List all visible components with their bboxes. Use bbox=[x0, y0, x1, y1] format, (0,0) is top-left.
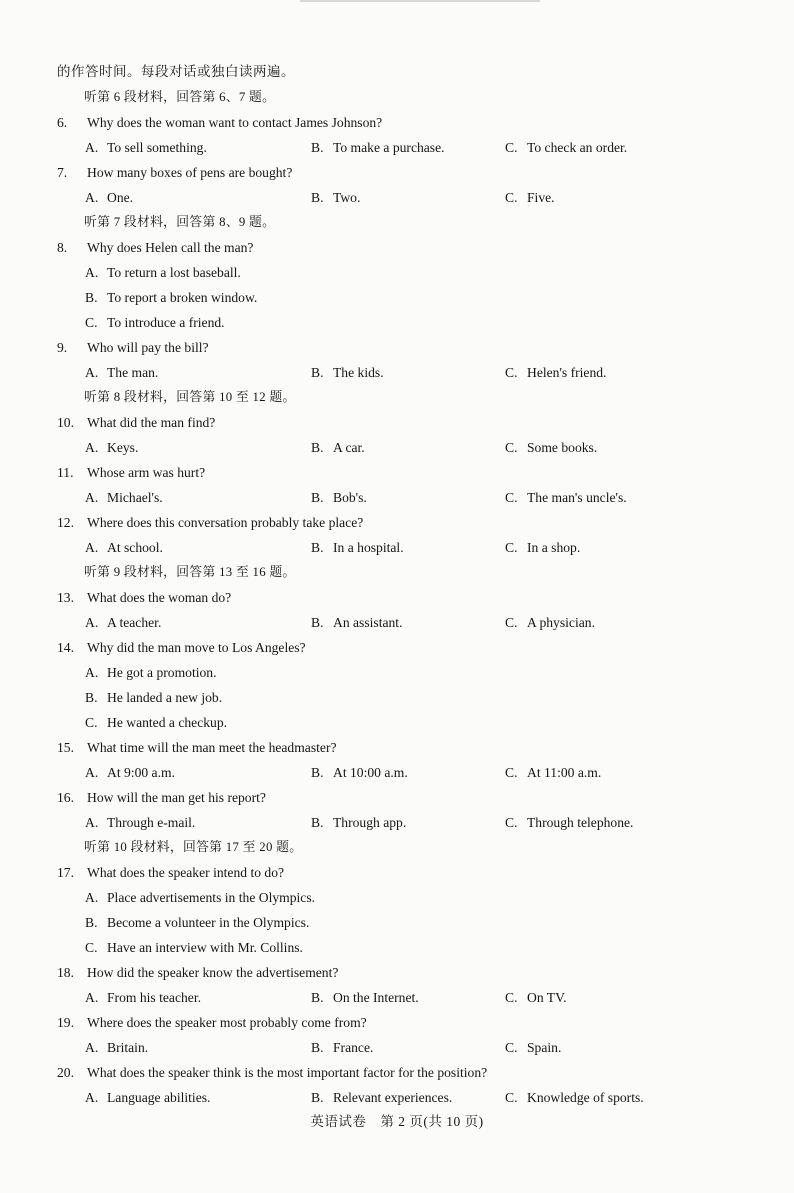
option-c bbox=[505, 360, 606, 385]
option-letter: C. bbox=[505, 1090, 518, 1105]
option-text: Have an interview with Mr. Collins. bbox=[107, 940, 303, 955]
option-text: Helen's friend. bbox=[527, 365, 607, 380]
option-text: In a shop. bbox=[527, 540, 581, 555]
option-b bbox=[311, 985, 419, 1010]
question-19 bbox=[57, 1010, 697, 1035]
question-number: 6. bbox=[57, 115, 68, 130]
option-a bbox=[57, 660, 697, 685]
question-number: 17. bbox=[57, 865, 74, 880]
section-instruction: 听第 7 段材料，回答第 8、9 题。 bbox=[84, 215, 276, 229]
option-letter: A. bbox=[85, 890, 99, 905]
option-text: To report a broken window. bbox=[107, 290, 258, 305]
question-text: Why does Helen call the man? bbox=[87, 240, 254, 255]
question-16 bbox=[57, 785, 697, 810]
option-a bbox=[57, 260, 697, 285]
option-text: On TV. bbox=[527, 990, 567, 1005]
option-letter: A. bbox=[85, 990, 99, 1005]
option-a bbox=[57, 885, 697, 910]
options-row bbox=[57, 1035, 697, 1060]
option-text: In a hospital. bbox=[333, 540, 404, 555]
option-b bbox=[311, 1085, 452, 1110]
option-letter: B. bbox=[311, 990, 324, 1005]
option-text: Keys. bbox=[107, 440, 139, 455]
option-text: Through e-mail. bbox=[107, 815, 196, 830]
option-text: At 11:00 a.m. bbox=[527, 765, 602, 780]
option-c bbox=[505, 135, 627, 160]
option-letter: B. bbox=[311, 490, 324, 505]
option-letter: C. bbox=[505, 365, 518, 380]
option-letter: B. bbox=[311, 1090, 324, 1105]
option-text: Some books. bbox=[527, 440, 598, 455]
question-6 bbox=[57, 110, 697, 135]
option-text: A teacher. bbox=[107, 615, 162, 630]
option-letter: C. bbox=[505, 140, 518, 155]
question-number: 12. bbox=[57, 515, 74, 530]
options-row bbox=[57, 435, 697, 460]
option-letter: B. bbox=[311, 140, 324, 155]
question-text: What did the man find? bbox=[87, 415, 216, 430]
option-letter: A. bbox=[85, 140, 99, 155]
question-text: What time will the man meet the headmaster? bbox=[87, 740, 337, 755]
options-row bbox=[57, 810, 697, 835]
options-row bbox=[57, 485, 697, 510]
question-number: 10. bbox=[57, 415, 74, 430]
option-text: Language abilities. bbox=[107, 1090, 211, 1105]
page-footer: 英语试卷 第 2 页(共 10 页) bbox=[310, 1114, 484, 1129]
option-text: One. bbox=[107, 190, 134, 205]
question-10 bbox=[57, 410, 697, 435]
option-a bbox=[85, 435, 138, 460]
question-8 bbox=[57, 235, 697, 260]
section-instruction: 听第 8 段材料，回答第 10 至 12 题。 bbox=[84, 390, 296, 404]
question-15 bbox=[57, 735, 697, 760]
option-text: To make a purchase. bbox=[333, 140, 445, 155]
option-letter: C. bbox=[505, 615, 518, 630]
option-a bbox=[85, 985, 201, 1010]
option-letter: C. bbox=[505, 440, 518, 455]
question-20 bbox=[57, 1060, 697, 1085]
question-number: 19. bbox=[57, 1015, 74, 1030]
option-letter: B. bbox=[311, 540, 324, 555]
option-letter: A. bbox=[85, 540, 99, 555]
question-text: What does the woman do? bbox=[87, 590, 232, 605]
question-list bbox=[57, 85, 697, 1110]
option-letter: A. bbox=[85, 440, 99, 455]
option-b bbox=[311, 485, 367, 510]
option-text: To check an order. bbox=[527, 140, 628, 155]
option-letter: A. bbox=[85, 190, 99, 205]
option-c bbox=[57, 710, 697, 735]
option-a bbox=[85, 610, 161, 635]
question-text: Where does this conversation probably take place? bbox=[87, 515, 364, 530]
option-a bbox=[85, 535, 163, 560]
option-b bbox=[311, 360, 384, 385]
option-letter: B. bbox=[311, 190, 324, 205]
options-row bbox=[57, 610, 697, 635]
option-c bbox=[505, 535, 580, 560]
option-letter: C. bbox=[85, 715, 98, 730]
option-b bbox=[57, 285, 697, 310]
option-text: Place advertisements in the Olympics. bbox=[107, 890, 316, 905]
option-b bbox=[311, 435, 365, 460]
question-11 bbox=[57, 460, 697, 485]
option-letter: C. bbox=[505, 540, 518, 555]
option-c bbox=[505, 185, 555, 210]
option-letter: A. bbox=[85, 615, 99, 630]
scan-edge-mark bbox=[300, 0, 540, 2]
option-c bbox=[505, 435, 597, 460]
option-b bbox=[311, 185, 360, 210]
option-text: To sell something. bbox=[107, 140, 207, 155]
options-row bbox=[57, 135, 697, 160]
option-text: Britain. bbox=[107, 1040, 149, 1055]
question-number: 9. bbox=[57, 340, 68, 355]
option-text: Two. bbox=[333, 190, 361, 205]
question-18 bbox=[57, 960, 697, 985]
option-c bbox=[505, 1035, 561, 1060]
option-text: An assistant. bbox=[333, 615, 403, 630]
option-letter: A. bbox=[85, 365, 99, 380]
option-letter: A. bbox=[85, 665, 99, 680]
options-row bbox=[57, 360, 697, 385]
question-text: How did the speaker know the advertisement? bbox=[87, 965, 339, 980]
options-row bbox=[57, 1085, 697, 1110]
options-row bbox=[57, 535, 697, 560]
option-text: The man's uncle's. bbox=[527, 490, 627, 505]
question-number: 13. bbox=[57, 590, 74, 605]
option-letter: A. bbox=[85, 265, 99, 280]
option-c bbox=[57, 935, 697, 960]
option-b bbox=[311, 135, 445, 160]
question-text: How many boxes of pens are bought? bbox=[87, 165, 293, 180]
question-13 bbox=[57, 585, 697, 610]
question-12 bbox=[57, 510, 697, 535]
option-text: The man. bbox=[107, 365, 159, 380]
option-a bbox=[85, 1085, 210, 1110]
option-letter: B. bbox=[311, 765, 324, 780]
options-row bbox=[57, 185, 697, 210]
option-letter: B. bbox=[85, 915, 98, 930]
option-a bbox=[85, 760, 175, 785]
options-row bbox=[57, 985, 697, 1010]
option-text: He wanted a checkup. bbox=[107, 715, 228, 730]
option-letter: A. bbox=[85, 1090, 99, 1105]
option-text: Through telephone. bbox=[527, 815, 634, 830]
question-number: 16. bbox=[57, 790, 74, 805]
option-c bbox=[505, 810, 633, 835]
question-number: 18. bbox=[57, 965, 74, 980]
option-text: A car. bbox=[333, 440, 365, 455]
option-text: From his teacher. bbox=[107, 990, 202, 1005]
option-text: Become a volunteer in the Olympics. bbox=[107, 915, 310, 930]
option-text: To return a lost baseball. bbox=[107, 265, 241, 280]
option-b bbox=[57, 910, 697, 935]
option-letter: A. bbox=[85, 490, 99, 505]
option-letter: C. bbox=[505, 990, 518, 1005]
question-number: 8. bbox=[57, 240, 68, 255]
option-c bbox=[505, 610, 595, 635]
option-letter: C. bbox=[505, 815, 518, 830]
option-a bbox=[85, 1035, 148, 1060]
option-text: France. bbox=[333, 1040, 374, 1055]
option-text: On the Internet. bbox=[333, 990, 419, 1005]
option-text: Spain. bbox=[527, 1040, 562, 1055]
intro-text: 的作答时间。每段对话或独白读两遍。 bbox=[57, 64, 295, 79]
question-7 bbox=[57, 160, 697, 185]
option-letter: A. bbox=[85, 1040, 99, 1055]
option-text: Michael's. bbox=[107, 490, 163, 505]
question-text: Who will pay the bill? bbox=[87, 340, 209, 355]
option-text: Bob's. bbox=[333, 490, 367, 505]
option-b bbox=[57, 685, 697, 710]
option-letter: B. bbox=[311, 365, 324, 380]
option-text: At 10:00 a.m. bbox=[333, 765, 408, 780]
option-c bbox=[505, 985, 567, 1010]
option-a bbox=[85, 360, 158, 385]
option-text: He got a promotion. bbox=[107, 665, 217, 680]
option-a bbox=[85, 135, 207, 160]
question-text: Why does the woman want to contact James Johnson? bbox=[87, 115, 383, 130]
option-b bbox=[311, 810, 406, 835]
option-c bbox=[505, 485, 627, 510]
option-b bbox=[311, 760, 408, 785]
option-text: Knowledge of sports. bbox=[527, 1090, 644, 1105]
option-text: Relevant experiences. bbox=[333, 1090, 453, 1105]
option-text: At 9:00 a.m. bbox=[107, 765, 175, 780]
option-letter: C. bbox=[505, 765, 518, 780]
question-number: 20. bbox=[57, 1065, 74, 1080]
question-17 bbox=[57, 860, 697, 885]
options-row bbox=[57, 760, 697, 785]
option-b bbox=[311, 1035, 373, 1060]
option-text: At school. bbox=[107, 540, 163, 555]
question-text: What does the speaker think is the most important factor for the position? bbox=[87, 1065, 488, 1080]
section-instruction: 听第 9 段材料，回答第 13 至 16 题。 bbox=[84, 565, 296, 579]
option-letter: A. bbox=[85, 815, 99, 830]
option-letter: C. bbox=[85, 940, 98, 955]
option-text: A physician. bbox=[527, 615, 595, 630]
question-14 bbox=[57, 635, 697, 660]
option-a bbox=[85, 485, 163, 510]
question-text: Why did the man move to Los Angeles? bbox=[87, 640, 306, 655]
question-text: How will the man get his report? bbox=[87, 790, 266, 805]
option-c bbox=[505, 760, 601, 785]
question-number: 11. bbox=[57, 465, 74, 480]
option-letter: B. bbox=[311, 815, 324, 830]
option-text: Five. bbox=[527, 190, 555, 205]
option-letter: C. bbox=[505, 1040, 518, 1055]
option-c bbox=[57, 310, 697, 335]
question-9 bbox=[57, 335, 697, 360]
option-a bbox=[85, 185, 133, 210]
question-number: 7. bbox=[57, 165, 68, 180]
option-letter: B. bbox=[311, 615, 324, 630]
question-number: 14. bbox=[57, 640, 74, 655]
option-letter: B. bbox=[85, 690, 98, 705]
section-instruction: 听第 6 段材料，回答第 6、7 题。 bbox=[84, 90, 276, 104]
option-c bbox=[505, 1085, 644, 1110]
option-letter: A. bbox=[85, 765, 99, 780]
option-text: To introduce a friend. bbox=[107, 315, 225, 330]
option-b bbox=[311, 610, 402, 635]
option-letter: B. bbox=[311, 1040, 324, 1055]
option-letter: B. bbox=[311, 440, 324, 455]
option-text: Through app. bbox=[333, 815, 407, 830]
option-a bbox=[85, 810, 195, 835]
option-b bbox=[311, 535, 404, 560]
section-instruction: 听第 10 段材料，回答第 17 至 20 题。 bbox=[84, 840, 303, 854]
option-text: The kids. bbox=[333, 365, 384, 380]
option-letter: B. bbox=[85, 290, 98, 305]
question-text: Whose arm was hurt? bbox=[87, 465, 206, 480]
question-number: 15. bbox=[57, 740, 74, 755]
question-text: What does the speaker intend to do? bbox=[87, 865, 285, 880]
option-letter: C. bbox=[505, 190, 518, 205]
option-letter: C. bbox=[505, 490, 518, 505]
option-letter: C. bbox=[85, 315, 98, 330]
option-text: He landed a new job. bbox=[107, 690, 223, 705]
question-text: Where does the speaker most probably come from? bbox=[87, 1015, 367, 1030]
